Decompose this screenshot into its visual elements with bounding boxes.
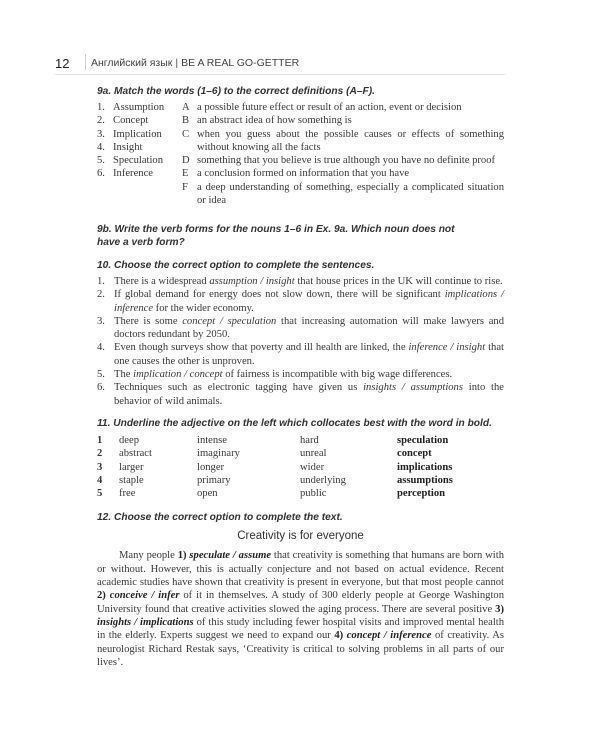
text-segment: of it in themselves. A study of 300 elderly people at George Washington University found that creative activities slowed the aging process. There are several positive <box>97 590 504 615</box>
exercise-10-instruction: 10. Choose the correct option to complete the sentences. <box>97 260 375 271</box>
sentence-number: 3. <box>97 315 105 327</box>
definition-text: something that you believe is true although you have no definite proof <box>197 155 496 167</box>
table-row <box>97 487 504 500</box>
sentence-number: 2. <box>97 289 105 301</box>
answer-options[interactable]: speculate / assume <box>186 550 272 562</box>
sentence-part: that house prices in the UK will continue to rise. <box>294 276 503 287</box>
gap-number: 1) <box>177 550 187 562</box>
table-row <box>97 474 504 487</box>
book-title: BE A REAL GO-GETTER <box>181 57 300 69</box>
text-segment: of this study including fewer hospital visits and improved mental health in the elderly. Experts suggest we need to expand our <box>97 616 504 642</box>
table-row <box>97 461 504 474</box>
exercise-9a-instruction: 9a. Match the words (1–6) to the correct definitions (A–F). <box>97 86 375 97</box>
adjective-option[interactable]: staple <box>119 474 144 486</box>
definition-text: a deep understanding of something, especially a complicated situation or idea <box>197 181 504 207</box>
sentence-text <box>114 275 504 288</box>
answer-options[interactable]: concept / inference <box>343 630 432 642</box>
definition-letter: A <box>182 102 190 113</box>
table-row <box>97 434 504 447</box>
bold-noun: assumptions <box>397 474 453 486</box>
exercise-11-instruction: 11. Underline the adjective on the left which collocates best with the word in bold. <box>97 417 492 429</box>
title-separator: | <box>175 57 179 69</box>
sentence-text <box>114 341 504 368</box>
definition-list <box>182 101 504 207</box>
answer-options[interactable]: conceive / infer <box>105 590 180 602</box>
adjective-option[interactable]: abstract <box>119 448 152 460</box>
adjective-option[interactable]: intense <box>197 434 228 446</box>
adjective-option[interactable]: larger <box>119 461 144 473</box>
collocation-table <box>97 434 504 500</box>
sentence-part: for the wider economy. <box>153 302 254 314</box>
gap-number: 4) <box>334 630 344 642</box>
adjective-option[interactable]: free <box>119 488 136 500</box>
adjective-option[interactable]: longer <box>197 461 225 473</box>
table-row <box>97 447 504 460</box>
row-number: 4 <box>97 474 103 486</box>
sentence-item <box>97 315 504 342</box>
sentence-number: 1. <box>97 276 105 287</box>
word-number: 5. <box>97 155 105 167</box>
word: Concept <box>113 115 149 127</box>
definition-text: a possible future effect or result of an action, event or decision <box>197 102 462 113</box>
answer-options[interactable]: insights / assumptions <box>363 382 463 394</box>
row-number: 5 <box>97 488 103 500</box>
subject-label: Английский язык <box>91 57 173 69</box>
definition-item <box>182 167 504 180</box>
word: Speculation <box>113 155 164 167</box>
word: Assumption <box>113 102 165 113</box>
answer-options[interactable]: implications / inference <box>114 289 504 314</box>
sentence-part: Techniques such as electronic tagging have given us <box>114 382 364 394</box>
adjective-option[interactable]: wider <box>300 461 325 473</box>
word-number: 6. <box>97 168 105 180</box>
answer-options[interactable]: inference / insight <box>408 342 486 354</box>
bold-noun: implications <box>397 461 453 473</box>
text-segment: of creativity. As neurologist Richard Restak says, ‘Creativity is critical to solving problems in all parts of our lives’. <box>97 630 505 668</box>
sentence-part: of fairness is incompatible with big wage differences. <box>222 369 453 381</box>
sentence-text <box>114 315 504 342</box>
definition-letter: E <box>182 168 189 180</box>
adjective-option[interactable]: deep <box>119 434 139 446</box>
exercise-12-instruction: 12. Choose the correct option to complete the text. <box>97 512 343 524</box>
sentence-item <box>97 381 504 408</box>
creativity-paragraph <box>97 549 504 669</box>
sentence-part: The <box>114 369 134 381</box>
sentence-text <box>114 381 504 408</box>
adjective-option[interactable]: hard <box>300 434 319 446</box>
word-item <box>97 154 187 167</box>
sentence-part: There is some <box>114 315 183 327</box>
row-number: 2 <box>97 448 103 460</box>
word-item <box>97 167 187 180</box>
sentence-item <box>97 275 504 288</box>
sentence-item <box>97 368 504 381</box>
word-item <box>97 128 187 141</box>
word-number: 4. <box>97 141 105 153</box>
word: Inference <box>113 168 153 180</box>
sentence-part: Even though surveys show that poverty and ill health are linked, the <box>114 342 409 354</box>
exercise-10-list <box>97 275 504 408</box>
definition-item <box>182 101 504 114</box>
answer-options[interactable]: assumption / insight <box>209 276 295 287</box>
header-divider <box>85 54 86 70</box>
word-number: 1. <box>97 102 105 113</box>
sentence-text <box>114 288 504 315</box>
adjective-option[interactable]: public <box>300 488 327 500</box>
word: Implication <box>113 128 162 140</box>
sentence-part: If global demand for energy does not slow down, there will be significant <box>114 289 445 301</box>
definition-item <box>182 128 504 155</box>
word-item <box>97 114 187 127</box>
sentence-number: 6. <box>97 382 105 394</box>
adjective-option[interactable]: open <box>197 488 218 500</box>
adjective-option[interactable]: primary <box>197 474 231 486</box>
definition-item <box>182 114 504 127</box>
definition-letter: F <box>182 181 188 193</box>
sentence-part: into the behavior of wild animals. <box>114 382 504 407</box>
definition-text: when you guess about the possible causes or effects of something without knowing all the facts <box>197 128 504 153</box>
text-segment: Many people <box>119 550 178 562</box>
sentence-item <box>97 341 504 368</box>
gap-number: 3) <box>495 603 504 615</box>
bold-noun: speculation <box>397 434 449 446</box>
definition-text: an abstract idea of how something is <box>197 115 352 127</box>
page-header <box>55 50 505 75</box>
definition-text: a conclusion formed on information that you have <box>197 168 410 180</box>
running-title <box>91 57 299 69</box>
word-number: 2. <box>97 115 105 127</box>
gap-number: 2) <box>97 590 106 602</box>
row-number: 3 <box>97 461 103 473</box>
sentence-part: that one causes the other is unproven. <box>114 342 504 367</box>
definition-letter: B <box>182 115 190 127</box>
page-number: 12 <box>55 56 70 71</box>
word-item <box>97 141 187 154</box>
sentence-part: There is a widespread <box>114 276 210 287</box>
word: Insight <box>113 141 143 153</box>
sentence-number: 5. <box>97 369 105 381</box>
adjective-option[interactable]: imaginary <box>197 448 240 460</box>
definition-letter: C <box>182 128 190 140</box>
word-item <box>97 101 187 114</box>
answer-options[interactable]: implication / concept <box>133 369 223 381</box>
sentence-text <box>114 368 504 381</box>
bold-noun: concept <box>397 448 432 460</box>
answer-options[interactable]: insights / implications <box>97 616 194 628</box>
text-title: Creativity is for everyone <box>237 530 364 543</box>
word-number: 3. <box>97 128 105 140</box>
bold-noun: perception <box>397 488 446 500</box>
sentence-part: that increasing automation will make lawyers and doctors redundant by 2050. <box>114 315 504 341</box>
text-segment: that creativity is something that humans are born with or without. However, this is actually conjecture and not based on actual evidence. Recent academic studies have shown that creativity is present in everyone, but that most people cannot <box>97 550 504 589</box>
sentence-item <box>97 288 504 315</box>
row-number: 1 <box>97 434 103 446</box>
word-list <box>97 101 187 181</box>
adjective-option[interactable]: unreal <box>300 448 327 460</box>
page-content <box>97 85 504 669</box>
definition-item <box>182 181 504 208</box>
answer-options[interactable]: concept / speculation <box>182 315 277 327</box>
sentence-number: 4. <box>97 342 105 354</box>
definition-letter: D <box>182 155 190 167</box>
exercise-9b-instruction: 9b. Write the verb forms for the nouns 1–6 in Ex. 9a. Which noun does not have a verb form? <box>97 224 455 248</box>
exercise-9a <box>97 101 504 221</box>
adjective-option[interactable]: underlying <box>300 474 346 486</box>
definition-item <box>182 154 504 167</box>
